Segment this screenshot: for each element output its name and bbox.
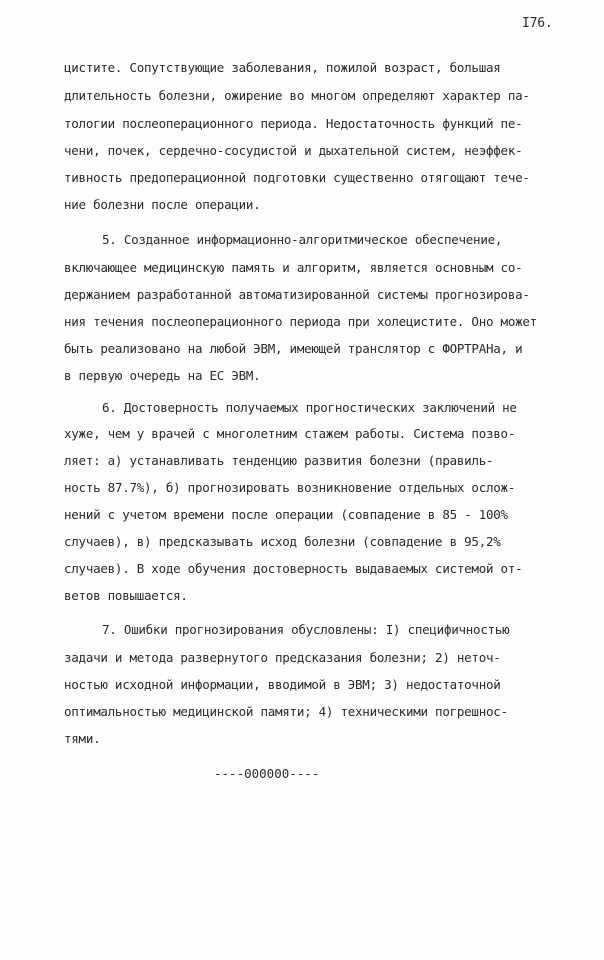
text-line: держанием разработанной автоматизированной системы прогнозирова- [64, 287, 530, 302]
text-line: быть реализовано на любой ЭВМ, имеющей транслятор с ФОРТРАНа, и [64, 341, 523, 356]
text-line: ния течения послеоперационного периода при холецистите. Оно может [64, 314, 537, 329]
text-line: длительность болезни, ожирение во многом определяют характер па- [64, 88, 530, 103]
page-number: I76. [522, 16, 553, 31]
text-line: оптимальностью медицинской памяти; 4) техническими погрешнос- [64, 704, 508, 719]
text-line: ность 87.7%), б) прогнозировать возникновение отдельных ослож- [64, 480, 516, 495]
text-line: случаев), в) предсказывать исход болезни (совпадение в 95,2% [64, 534, 501, 549]
text-line: ветов повышается. [64, 588, 188, 603]
text-line: включающее медицинскую память и алгоритм, является основным со- [64, 260, 523, 275]
text-line: хуже, чем у врачей с многолетним стажем работы. Система позво- [64, 426, 516, 441]
text-line: чени, почек, сердечно-сосудистой и дыхательной систем, неэффек- [64, 143, 523, 158]
text-line: в первую очередь на ЕС ЭВМ. [64, 368, 261, 383]
text-line: 6. Достоверность получаемых прогностических заключений не [102, 400, 517, 415]
text-line: нений с учетом времени после операции (совпадение в 85 - 100% [64, 507, 508, 522]
text-line: циститe. Сопутствующие заболевания, пожилой возраст, большая [64, 60, 501, 75]
text-line: тивность предоперационной подготовки существенно отягощают тече- [64, 170, 530, 185]
text-line: тологии послеоперационного периода. Недостаточность функций пе- [64, 116, 523, 131]
text-line: 7. Ошибки прогнозирования обусловлены: I) специфичностью [102, 622, 510, 637]
end-separator: ----000000---- [214, 766, 320, 781]
text-line: случаев). В ходе обучения достоверность выдаваемых системой от- [64, 561, 523, 576]
text-line: ностью исходной информации, вводимой в ЭВМ; 3) недостаточной [64, 677, 501, 692]
text-line: задачи и метода развернутого предсказания болезни; 2) неточ- [64, 650, 501, 665]
text-line: ние болезни после операции. [64, 197, 261, 212]
text-line: тями. [64, 731, 101, 746]
text-line: 5. Созданное информационно-алгоритмическое обеспечение, [102, 232, 503, 247]
text-line: ляет: а) устанавливать тенденцию развития болезни (правиль- [64, 453, 494, 468]
